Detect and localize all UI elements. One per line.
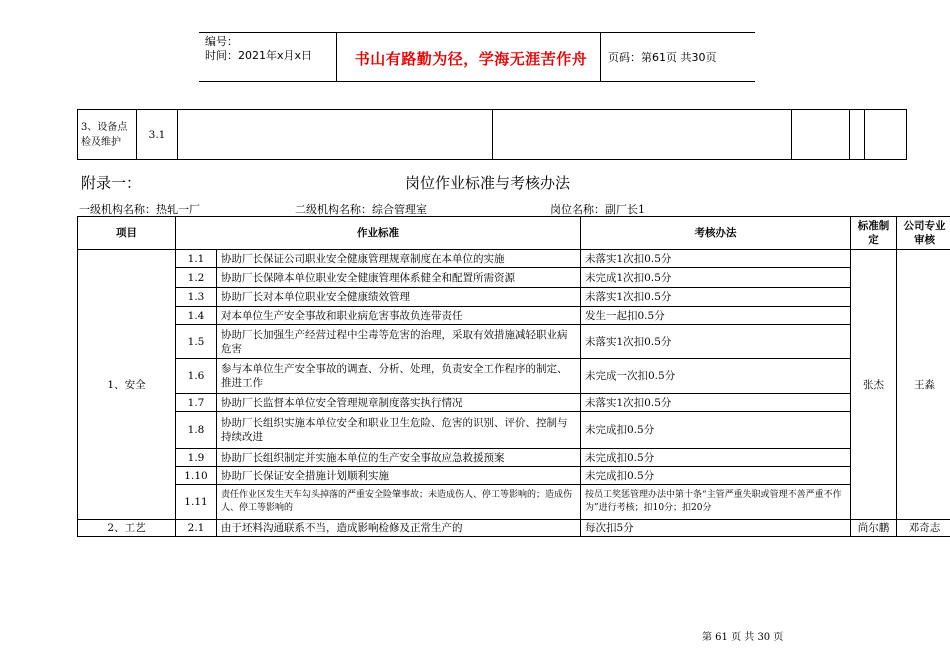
table-row	[78, 412, 950, 449]
appendix-label: 附录一：	[81, 174, 142, 192]
row-no: 1.11	[176, 485, 217, 520]
row-standard: 协助厂长组织制定并实施本单位的生产安全事故应急救援预案	[217, 449, 581, 467]
row-method: 每次扣5分	[581, 520, 851, 537]
prev-section-item: 3、设备点检及维护	[78, 110, 137, 160]
row-standard: 协助厂长组织实施本单位安全和职业卫生危险、危害的识别、评价、控制与持续改进	[217, 412, 581, 449]
table-row	[78, 359, 950, 394]
row-method: 未落实1次扣0.5分	[581, 325, 851, 359]
header-divider-left	[336, 32, 337, 82]
row-method: 未完成扣0.5分	[581, 412, 851, 449]
row-method: 未完成1次扣0.5分	[581, 268, 851, 288]
table-row	[78, 394, 950, 412]
header-motto: 书山有路勤为径，学海无涯苦作舟	[354, 50, 588, 68]
table-row	[78, 449, 950, 467]
row-method: 未落实1次扣0.5分	[581, 288, 851, 307]
row-no: 1.9	[176, 449, 217, 467]
org-level2: 二级机构名称：综合管理室	[295, 203, 427, 216]
org-position: 岗位名称：副厂长1	[550, 203, 645, 216]
table-row	[78, 325, 950, 359]
prev-section-cell-7	[865, 110, 907, 160]
row-no: 2.1	[176, 520, 217, 537]
safety-reviewer: 王淼	[897, 250, 950, 520]
row-no: 1.10	[176, 467, 217, 485]
row-standard: 由于坯料沟通联系不当，造成影响检修及正常生产的	[217, 520, 581, 537]
row-method: 未完成一次扣0.5分	[581, 359, 851, 394]
header-standard: 作业标准	[176, 217, 581, 250]
prev-section-cell-5	[792, 110, 850, 160]
header-page-info: 页码：第61页 共30页	[608, 51, 717, 64]
row-standard: 协助厂长对本单位职业安全健康绩效管理	[217, 288, 581, 307]
craft-reviewer: 邓奇志	[897, 520, 950, 537]
table-row-craft	[78, 520, 950, 537]
row-no: 1.2	[176, 268, 217, 288]
row-no: 1.3	[176, 288, 217, 307]
row-standard: 责任作业区发生天车勾头掉落的严重安全险肇事故；未造成伤人、停工等影响的；造成伤人、停工等影响的	[217, 485, 581, 520]
header-divider-right	[600, 32, 601, 82]
safety-category: 1、安全	[78, 250, 176, 520]
row-standard: 协助厂长加强生产经营过程中尘毒等危害的治理，采取有效措施减轻职业病危害	[217, 325, 581, 359]
safety-maker: 张杰	[851, 250, 897, 520]
row-standard: 对本单位生产安全事故和职业病危害事故负连带责任	[217, 307, 581, 325]
table-row	[78, 485, 950, 520]
craft-category: 2、工艺	[78, 520, 176, 537]
row-no: 1.5	[176, 325, 217, 359]
row-method: 发生一起扣0.5分	[581, 307, 851, 325]
prev-section-standard-cell	[178, 110, 493, 160]
row-standard: 协助厂长保障本单位职业安全健康管理体系健全和配置所需资源	[217, 268, 581, 288]
header-maker: 标准制定	[851, 217, 897, 250]
row-method: 未完成扣0.5分	[581, 449, 851, 467]
row-no: 1.1	[176, 250, 217, 268]
header-time-label: 时间：2021年x月x日	[205, 49, 313, 62]
row-no: 1.4	[176, 307, 217, 325]
org-level1: 一级机构名称：热轧一厂	[79, 203, 200, 216]
craft-maker: 尚尔鹏	[851, 520, 897, 537]
page-footer: 第 61 页 共 30 页	[702, 632, 784, 643]
header-top-rule	[199, 32, 755, 33]
row-method: 按员工奖惩管理办法中第十条“主管严重失职或管理不善严重不作为”进行考核；扣10分；扣20分	[581, 485, 851, 520]
row-standard: 协助厂长监督本单位安全管理规章制度落实执行情况	[217, 394, 581, 412]
standards-table	[77, 216, 950, 537]
row-standard: 协助厂长保证公司职业安全健康管理规章制度在本单位的实施	[217, 250, 581, 268]
row-standard: 参与本单位生产安全事故的调查、分析、处理，负责安全工作程序的制定、推进工作	[217, 359, 581, 394]
prev-section-no: 3.1	[137, 110, 178, 160]
table-row	[78, 307, 950, 325]
prev-section-cell-6	[850, 110, 865, 160]
row-method: 未落实1次扣0.5分	[581, 394, 851, 412]
table-row	[78, 250, 950, 268]
header-code-label: 编号：	[205, 35, 238, 48]
row-no: 1.6	[176, 359, 217, 394]
row-standard: 协助厂长保证安全措施计划顺利实施	[217, 467, 581, 485]
row-no: 1.7	[176, 394, 217, 412]
table-row	[78, 288, 950, 307]
header-reviewer: 公司专业审核	[897, 217, 950, 250]
row-no: 1.8	[176, 412, 217, 449]
header-method: 考核办法	[581, 217, 851, 250]
row-method: 未完成扣0.5分	[581, 467, 851, 485]
header-bottom-rule	[199, 81, 755, 82]
table-row	[78, 467, 950, 485]
table-header-row	[78, 217, 950, 250]
prev-section-table	[77, 109, 907, 160]
prev-section-method-cell	[493, 110, 792, 160]
header-item: 项目	[78, 217, 176, 250]
table-row	[78, 268, 950, 288]
row-method: 未落实1次扣0.5分	[581, 250, 851, 268]
appendix-title: 岗位作业标准与考核办法	[405, 174, 571, 192]
